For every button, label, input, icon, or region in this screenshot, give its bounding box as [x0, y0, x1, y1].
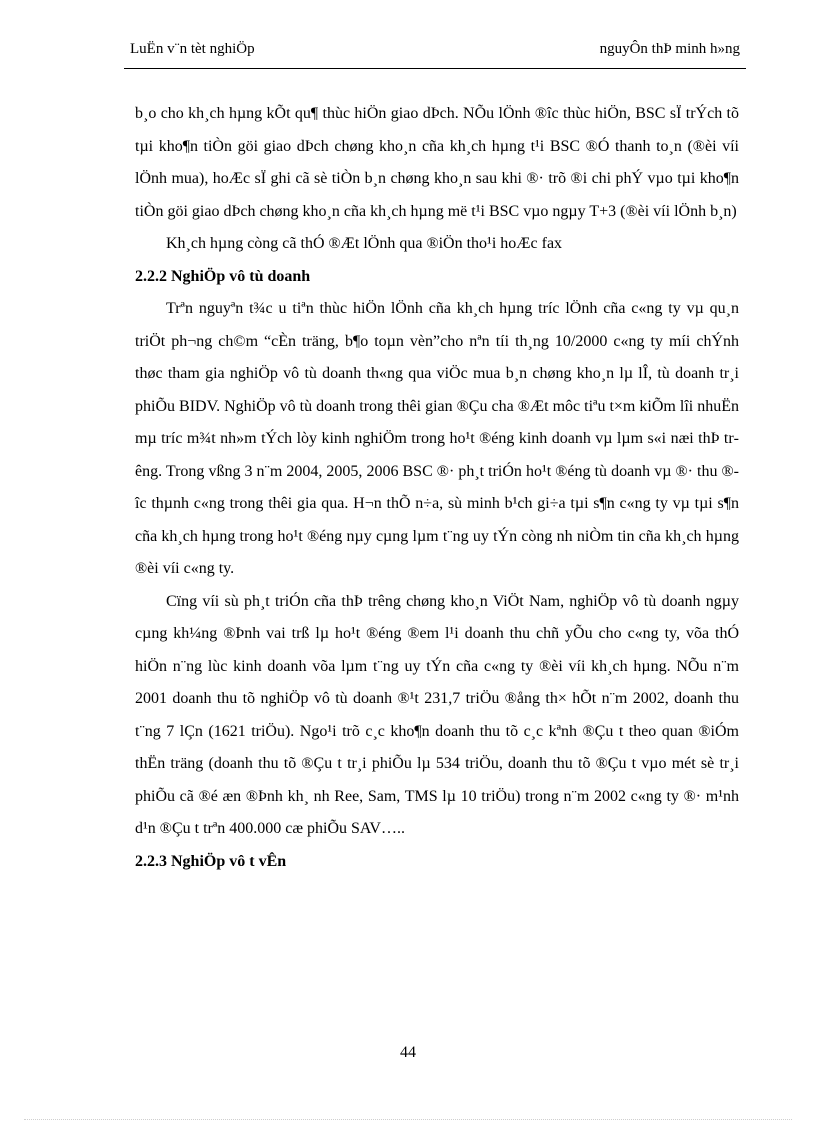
paragraph-proprietary-trading-revenue: Cïng víi sù ph¸t triÓn cña thÞ trêng chøng kho¸n ViÖt Nam, nghiÖp vô tù doanh ngµy cµng kh¼ng ®Þnh vai trß lµ ho¹t ®éng ®em l¹i doanh thu chñ yÕu cho c«ng ty, võa thÓ hiÖn n¨ng lùc kinh doanh võa lµm t¨ng uy tÝn cña c«ng ty ®èi víi kh¸ch hµng. NÕu n¨m 2001 doanh thu tõ nghiÖp vô tù doanh ®¹t 231,7 triÖu ®ång th× hÕt n¨m 2002, doanh thu t¨ng 7 lÇn (1621 triÖu). Ngo¹i trõ c¸c kho¶n doanh thu tõ c¸c kªnh ®Çu t theo quan ®iÓm thËn träng (doanh thu tõ ®Çu t tr¸i phiÕu lµ 534 triÖu, doanh thu tõ ®Çu t vµo mét sè tr¸i phiÕu cã ®é æn ®Þnh kh¸ nh Ree, Sam, TMS lµ 10 triÖu) trong n¨m 2002 c«ng ty ®· m¹nh d¹n ®Çu t trªn 400.000 cæ phiÕu SAV…..	[135, 592, 739, 837]
paragraph-phone-fax-orders: Kh¸ch hµng còng cã thÓ ®Æt lÖnh qua ®iÖn tho¹i hoÆc fax	[166, 235, 563, 252]
section-heading-advisory: 2.2.3 NghiÖp vô t vÊn	[135, 852, 287, 870]
page-body	[135, 98, 739, 878]
page-bottom-edge	[24, 1119, 792, 1120]
section-heading-proprietary-trading: 2.2.2 NghiÖp vô tù doanh	[135, 267, 311, 285]
header-author-name: nguyÔn thÞ minh h»ng	[599, 41, 740, 57]
page-number: 44	[400, 1044, 416, 1061]
header-divider	[124, 68, 746, 69]
running-header	[126, 38, 744, 60]
header-thesis-title: LuËn v¨n tèt nghiÖp	[130, 41, 255, 57]
paragraph-proprietary-trading-intro: Trªn nguyªn t¾c u tiªn thùc hiÖn lÖnh cña kh¸ch hµng tríc lÖnh cña c«ng ty vµ qu¸n triÖt ph¬ng ch©m “cÈn träng, b¶o toµn vèn”cho nªn tíi th¸ng 10/2000 c«ng ty míi chÝnh thøc tham gia nghiÖp vô tù doanh th«ng qua viÖc mua b¸n chøng kho¸n lµ lÎ, tù doanh tr¸i phiÕu BIDV. NghiÖp vô tù doanh trong thêi gian ®Çu cha ®Æt môc tiªu t×m kiÕm lîi nhuËn mµ tríc m¾t nh»m tÝch lòy kinh nghiÖm trong ho¹t ®éng kinh doanh vµ lµm s«i næi thÞ trêng. Trong vßng 3 n¨m 2004, 2005, 2006 BSC ®· ph¸t triÓn ho¹t ®éng tù doanh vµ ®· thu ®îc thµnh c«ng trong thêi gia qua. H¬n thÕ n÷a, sù minh b¹ch gi÷a tµi s¶n c«ng ty vµ tµi s¶n cña kh¸ch hµng trong ho¹t ®éng nµy cµng lµm t¨ng uy tÝn còng nh niÒm tin cña kh¸ch hµng ®èi víi c«ng ty.	[135, 300, 739, 577]
paragraph-order-confirmation: b¸o cho kh¸ch hµng kÕt qu¶ thùc hiÖn giao dÞch. NÕu lÖnh ®îc thùc hiÖn, BSC sÏ trÝch tõ tµi kho¶n tiÒn göi giao dÞch chøng kho¸n cña kh¸ch hµng t¹i BSC ®Ó thanh to¸n (®èi víi lÖnh mua), hoÆc sÏ ghi cã sè tiÒn b¸n chøng kho¸n sau khi ®· trõ ®i chi phÝ vµo tµi kho¶n tiÒn göi giao dÞch chøng kho¸n cña kh¸ch hµng më t¹i BSC vµo ngµy T+3 (®èi víi lÖnh b¸n)	[135, 105, 739, 220]
